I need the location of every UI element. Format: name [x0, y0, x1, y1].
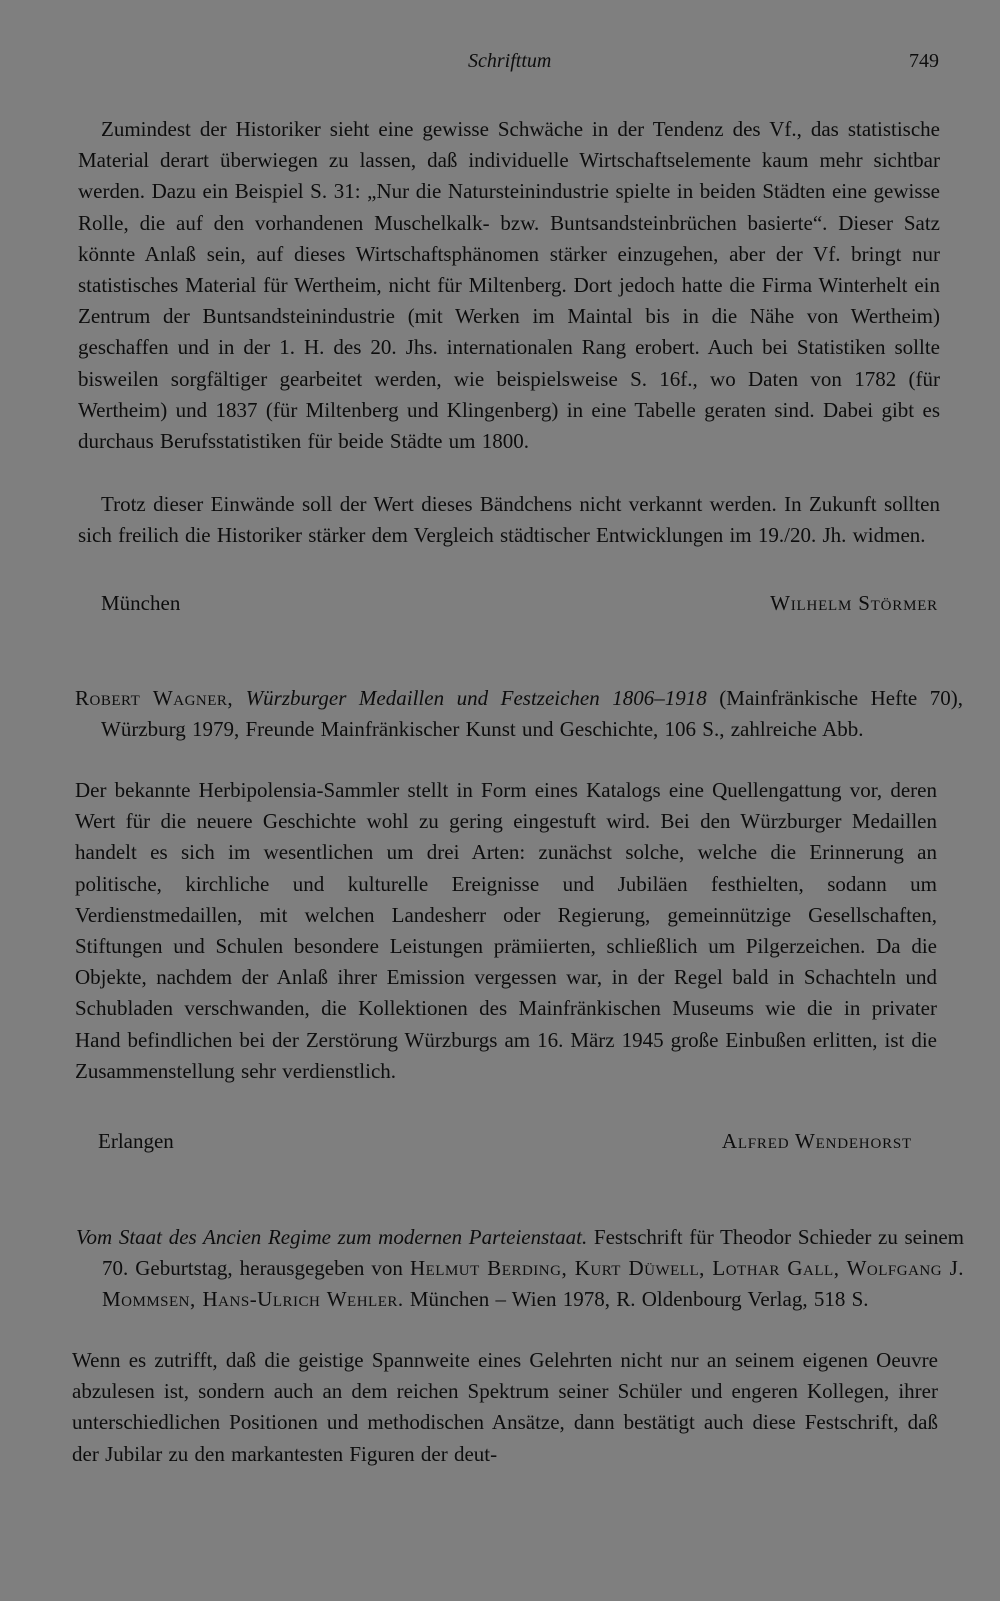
review2-book-details: (Mainfränkische Hefte 70), Würzburg 1979, Freunde Mainfränkischer Kunst und Geschichte, 106 S., zahlreiche Abb.: [101, 686, 963, 742]
review1-place: München: [101, 591, 181, 615]
review3-body: Wenn es zutrifft, daß die geistige Spannweite eines Gelehrten nicht nur an seinem eigenen Oeuvre abzulesen ist, sondern auch an dem reichen Spektrum seiner Schüler und engeren Kollegen, ihrer unterschiedlichen Positionen und methodischen Ansätze, dann bestätigt auch diese Festschrift, daß der Jubilar zu den markantesten Figuren der deut-: [72, 1348, 938, 1466]
review3-details-b: München – Wien 1978, R. Oldenbourg Verlag, 518 S.: [403, 1287, 869, 1312]
review2-citation: [75, 683, 963, 745]
review2-place: Erlangen: [98, 1129, 174, 1153]
review2-book-title: Würzburger Medaillen und Festzeichen 1806–1918: [245, 686, 707, 710]
review3-details-a: Festschrift für Theodor Schieder zu seinem 70. Geburtstag, herausgegeben von: [102, 1225, 964, 1281]
review3-editors: Helmut Berding, Kurt Düwell, Lothar Gall, Wolfgang J. Mommsen, Hans-Ulrich Wehler.: [102, 1256, 964, 1312]
review3-citation: [76, 1222, 964, 1316]
review2-body: Der bekannte Herbipolensia-Sammler stellt in Form eines Katalogs eine Quellengattung vor, deren Wert für die neuere Geschichte wohl zu gering eingestuft wird. Bei den Würzburger Medaillen handelt es sich im wesentlichen um drei Arten: zunächst solche, welche die Erinnerung an politische, kirchliche und kulturelle Ereignisse und Jubiläen festhielten, sodann um Verdienstmedaillen, mit welchen Landesherr oder Regierung, gemeinnützige Gesellschaften, Stiftungen und Schulen besondere Leistungen prämiierten, schließlich um Pilgerzeichen. Da die Objekte, nachdem der Anlaß ihrer Emission vergessen war, in der Regel bald in Schachteln und Schubladen verschwanden, die Kollektionen des Mainfränkischen Museums wie die in privater Hand befindlichen bei der Zerstörung Würzburgs am 16. März 1945 große Einbußen erlitten, ist die Zusammenstellung sehr verdienstlich.: [75, 778, 937, 1083]
review1-paragraph-1: Zumindest der Historiker sieht eine gewisse Schwäche in der Tendenz des Vf., das statistische Material derart überwiegen zu lassen, daß individuelle Wirtschaftselemente kaum mehr sichtbar werden. Dazu ein Beispiel S. 31: „Nur die Natursteinindustrie spielte in beiden Städten eine gewisse Rolle, die auf den vorhandenen Muschelkalk- bzw. Buntsandsteinbrüchen basierte“. Dieser Satz könnte Anlaß sein, auf dieses Wirtschaftsphänomen stärker einzugehen, aber der Vf. bringt nur statistisches Material für Wertheim, nicht für Miltenberg. Dort jedoch hatte die Firma Winterhelt ein Zentrum der Buntsandsteinindustrie (mit Werken im Maintal bis in die Nähe von Wertheim) geschaffen und in der 1. H. des 20. Jhs. internationalen Rang erobert. Auch bei Statistiken sollte bisweilen sorgfältiger gearbeitet werden, wie beispielsweise S. 16f., wo Daten von 1782 (für Wertheim) und 1837 (für Miltenberg und Klingenberg) in eine Tabelle geraten sind. Dabei gibt es durchaus Berufsstatistiken für beide Städte um 1800.: [78, 117, 940, 454]
running-title: Schrifttum: [468, 50, 552, 72]
review3-book-title: Vom Staat des Ancien Regime zum modernen Parteienstaat.: [76, 1225, 588, 1249]
review1-reviewer: Wilhelm Störmer: [770, 591, 938, 615]
review2-reviewer: Alfred Wendehorst: [721, 1129, 912, 1153]
page-number: 749: [909, 50, 939, 72]
review2-book-author: Robert Wagner,: [75, 686, 234, 710]
running-head: [0, 50, 1000, 80]
review1-paragraph-2: Trotz dieser Einwände soll der Wert dieses Bändchens nicht verkannt werden. In Zukunft sollten sich freilich die Historiker stärker dem Vergleich städtischer Entwicklungen im 19./20. Jh. widmen.: [78, 492, 940, 548]
